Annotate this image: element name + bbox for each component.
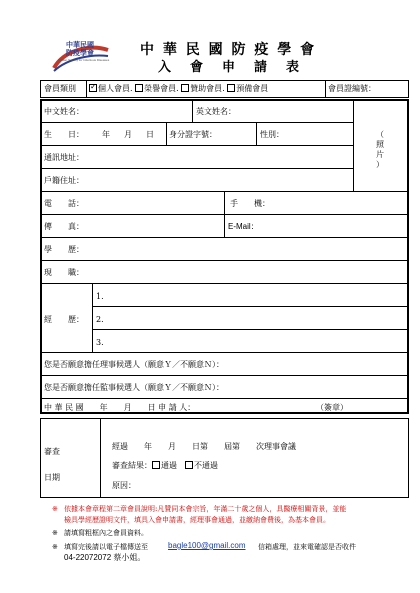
member-type-label: 會員類別: [44, 84, 76, 93]
label-email: E-Mail：: [228, 222, 259, 231]
note-mark-2: ※: [52, 529, 58, 537]
label-gender: 性別：: [260, 130, 284, 139]
checkbox-personal[interactable]: ✓: [90, 82, 97, 91]
label-id-no: 身分證字號：: [169, 130, 217, 139]
exp-line-2: 2.: [96, 315, 104, 324]
director-question: 您是否願意擔任理事候選人（願意Ｙ／不願意Ｎ）：: [44, 360, 224, 369]
label-phone: 電 話：: [44, 199, 84, 208]
label-address: 通訊地址：: [44, 153, 84, 162]
photo-placeholder: （ 照 片 ）: [376, 130, 384, 169]
label-year: 年: [102, 130, 110, 139]
seal-label: （簽章）: [316, 403, 348, 412]
review-reason: 原因：: [112, 481, 136, 490]
label-month: 月: [124, 130, 132, 139]
logo-text-2: 防疫學會: [66, 48, 94, 57]
label-education: 學 歷：: [44, 245, 84, 254]
note-2: 請填寫粗框內之會員資料。: [64, 529, 148, 537]
note-3c: 04-22072072 蔡小姐。: [64, 553, 146, 562]
member-type-options: ✓ 個人會員. 榮譽會員. 贊助會員. 預備會員: [90, 82, 269, 93]
review-box: [40, 418, 409, 498]
review-label: 審查: [44, 447, 60, 456]
form-subtitle: 入 會 申 請 表: [158, 60, 303, 75]
review-result: 審查結果： 通過 不通過: [112, 461, 218, 470]
contact-email-link[interactable]: bagle100@gmail.com: [168, 541, 246, 550]
applicant-date-line: 中 華 民 國 年 月 日 申 請 人：: [44, 403, 196, 412]
form-title: 中 華 民 國 防 疫 學 會: [140, 42, 317, 58]
supervisor-question: 您是否願意擔任監事候選人（願意Ｙ／不願意Ｎ）：: [44, 383, 224, 392]
member-id-label: 會員證編號：: [328, 84, 376, 93]
label-reg-address: 戶籍住址：: [44, 176, 84, 185]
label-birth: 生 日：: [44, 130, 84, 139]
label-mobile: 手 機：: [230, 199, 270, 208]
checkbox-sponsor[interactable]: [181, 84, 189, 92]
label-name-cn: 中文姓名：: [44, 107, 84, 116]
note-3b: 信箱處理，並來電確認是否收件: [258, 543, 356, 551]
label-fax: 傳 真：: [44, 222, 84, 231]
checkbox-fail[interactable]: [185, 461, 193, 469]
exp-line-3: 3.: [96, 338, 104, 347]
label-name-en: 英文姓名：: [196, 107, 236, 116]
note-1b: 檢具學經歷證明文件，填具入會申請書，經理事會通過，並繳納會費後，為基本會員。: [64, 516, 330, 524]
note-3a: 填寫完後請以電子檔傳送至: [64, 543, 148, 551]
checkbox-pass[interactable]: [152, 461, 160, 469]
label-position: 現 職：: [44, 268, 84, 277]
exp-line-1: 1.: [96, 292, 104, 301]
checkbox-honorary[interactable]: [135, 84, 143, 92]
review-meeting-line: 經過 年 月 日第 屆第 次理事會議: [112, 442, 296, 451]
checkbox-preparatory[interactable]: [227, 84, 235, 92]
logo-text-en: Taiwan Society for Infectious Diseases: [58, 58, 110, 62]
review-date-label: 日期: [44, 473, 60, 482]
label-day: 日: [146, 130, 154, 139]
note-mark-3: ※: [52, 543, 58, 551]
note-1a: 依據本會章程第二章會員說明:凡贊同本會宗旨，年滿二十歲之個人，具醫療相關背景，並能: [64, 505, 347, 513]
logo-text-1: 中華民國: [66, 40, 94, 49]
label-experience: 經 歷：: [44, 315, 84, 324]
note-mark-1: ※: [52, 505, 58, 513]
